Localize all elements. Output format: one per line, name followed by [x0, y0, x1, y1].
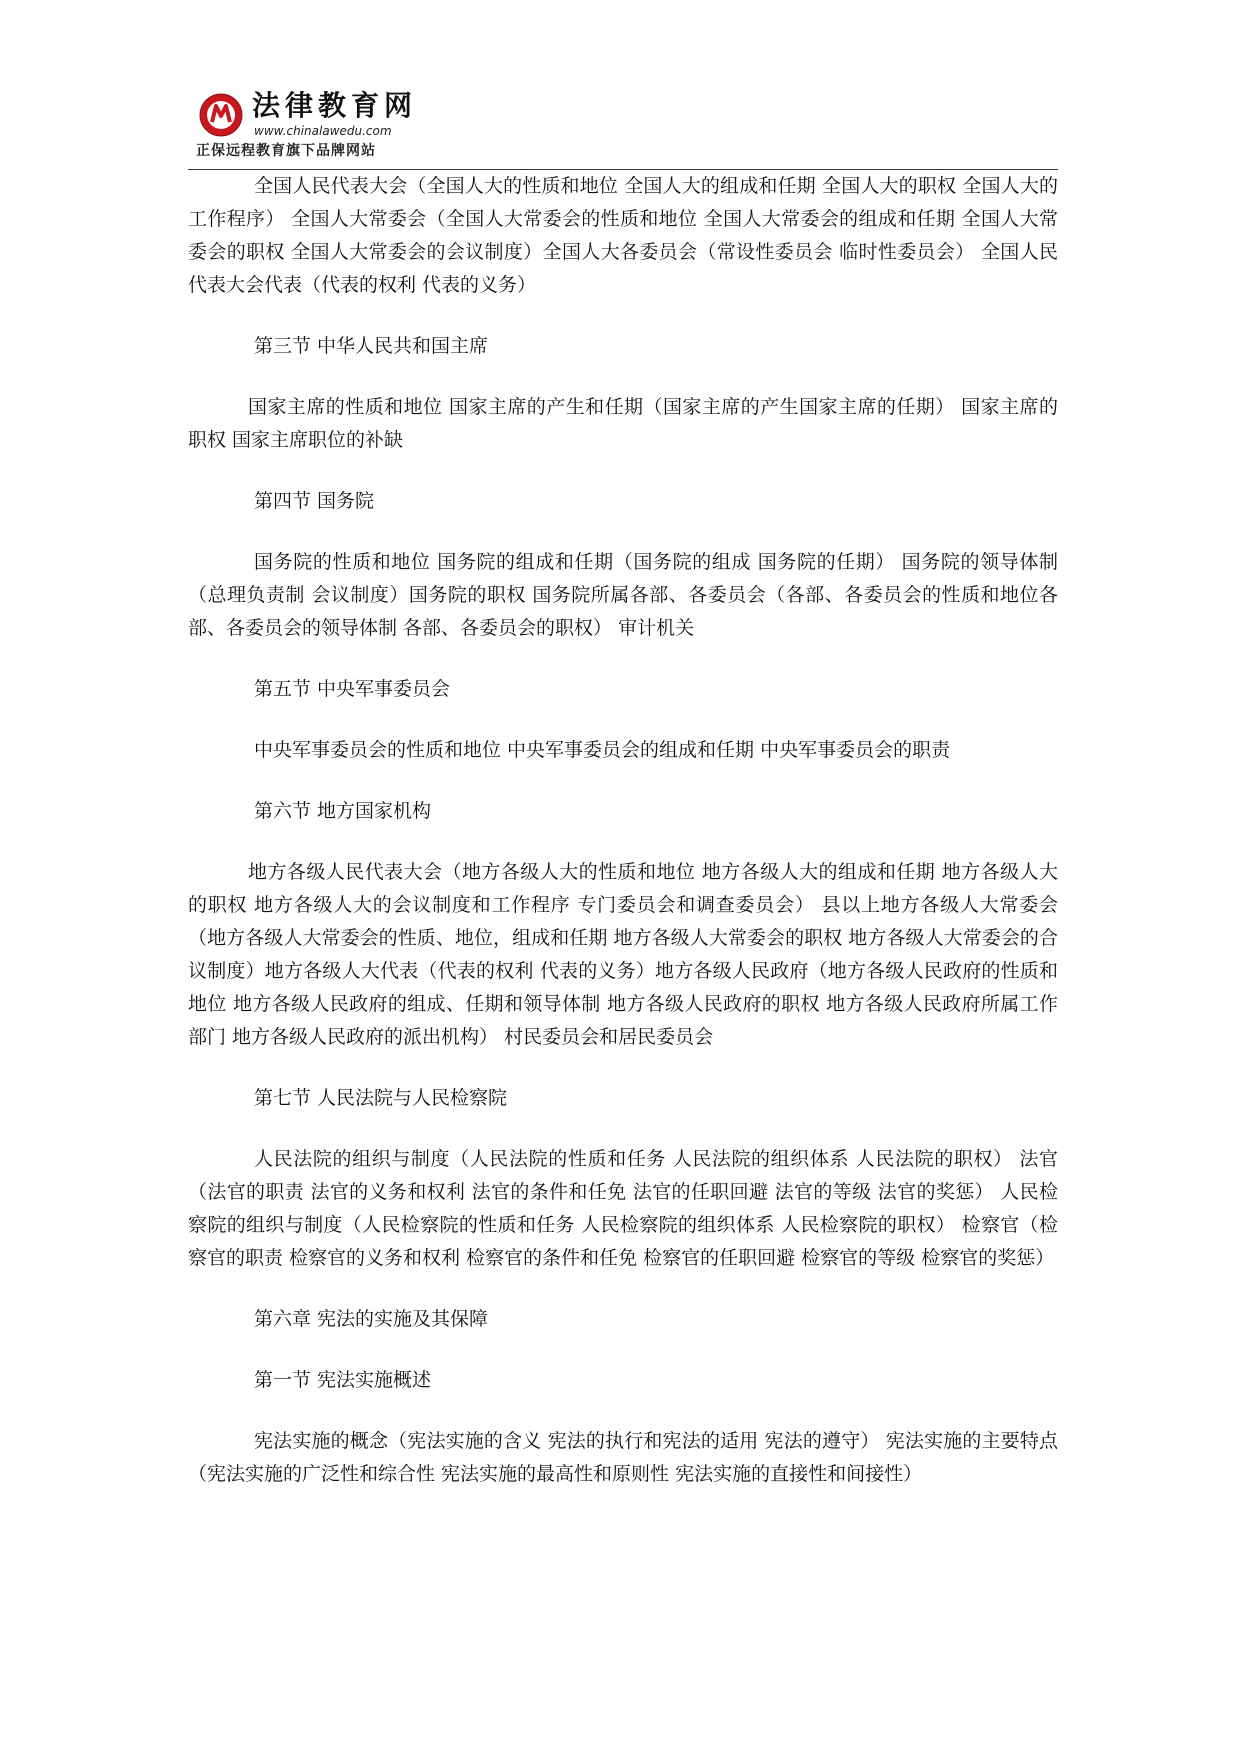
- document-body: [188, 170, 1058, 1491]
- paragraph-courts-procuratorates: 人民法院的组织与制度（人民法院的性质和任务 人民法院的组织体系 人民法院的职权） 法官（法官的职责 法官的义务和权利 法官的条件和任免 法官的任职回避 法官的等级 法官的奖惩） 人民检察院的组织与制度（人民检察院的性质和任务 人民检察院的组织体系 人民检察院的职权） 检察官（检察官的职责 检察官的义务和权利 检察官的条件和任免 检察官的任职回避 检察官的等级 检察官的奖惩）: [188, 1148, 1058, 1269]
- paragraph-president: 国家主席的性质和地位 国家主席的产生和任期（国家主席的产生国家主席的任期） 国家主席的职权 国家主席职位的补缺: [188, 396, 1058, 451]
- paragraph-state-council: 国务院的性质和地位 国务院的组成和任期（国务院的组成 国务院的任期） 国务院的领导体制（总理负责制 会议制度）国务院的职权 国务院所属各部、各委员会（各部、各委员会的性质和地位各部、各委员会的领导体制 各部、各委员会的职权） 审计机关: [188, 551, 1058, 639]
- paragraph-local-organs: 地方各级人民代表大会（地方各级人大的性质和地位 地方各级人大的组成和任期 地方各级人大的职权 地方各级人大的会议制度和工作程序 专门委员会和调查委员会） 县以上地方各级人大常委会（地方各级人大常委会的性质、地位，组成和任期 地方各级人大常委会的职权 地方各级人大常委会的合议制度）地方各级人大代表（代表的权利 代表的义务）地方各级人民政府（地方各级人民政府的性质和地位 地方各级人民政府的组成、任期和领导体制 地方各级人民政府的职权 地方各级人民政府所属工作部门 地方各级人民政府的派出机构） 村民委员会和居民委员会: [188, 861, 1058, 1048]
- chinalawedu-logo-icon: [198, 92, 244, 138]
- paragraph-npc: 全国人民代表大会（全国人大的性质和地位 全国人大的组成和任期 全国人大的职权 全国人大的工作程序） 全国人大常委会（全国人大常委会的性质和地位 全国人大常委会的组成和任期 全国人大常委会的职权 全国人大常委会的会议制度）全国人大各委员会（常设性委员会 临时性委员会） 全国人民代表大会代表（代表的权利 代表的义务）: [188, 175, 1058, 296]
- page-header: [190, 86, 1060, 168]
- section-heading-1: 第一节 宪法实施概述: [254, 1369, 432, 1391]
- brand-title: 法律教育网: [252, 89, 418, 122]
- section-heading-5: 第五节 中央军事委员会: [254, 678, 451, 700]
- brand-url: www.chinalawedu.com: [254, 124, 392, 138]
- section-heading-4: 第四节 国务院: [254, 490, 375, 512]
- section-heading-6: 第六节 地方国家机构: [254, 800, 432, 822]
- paragraph-constitution-implementation: 宪法实施的概念（宪法实施的含义 宪法的执行和宪法的适用 宪法的遵守） 宪法实施的主要特点（宪法实施的广泛性和综合性 宪法实施的最高性和原则性 宪法实施的直接性和间接性）: [188, 1430, 1058, 1485]
- section-heading-7: 第七节 人民法院与人民检察院: [254, 1087, 508, 1109]
- paragraph-military-commission: 中央军事委员会的性质和地位 中央军事委员会的组成和任期 中央军事委员会的职责: [254, 739, 951, 761]
- section-heading-3: 第三节 中华人民共和国主席: [254, 335, 489, 357]
- chapter-heading-6: 第六章 宪法的实施及其保障: [254, 1308, 489, 1330]
- brand-slogan: 正保远程教育旗下品牌网站: [196, 143, 376, 159]
